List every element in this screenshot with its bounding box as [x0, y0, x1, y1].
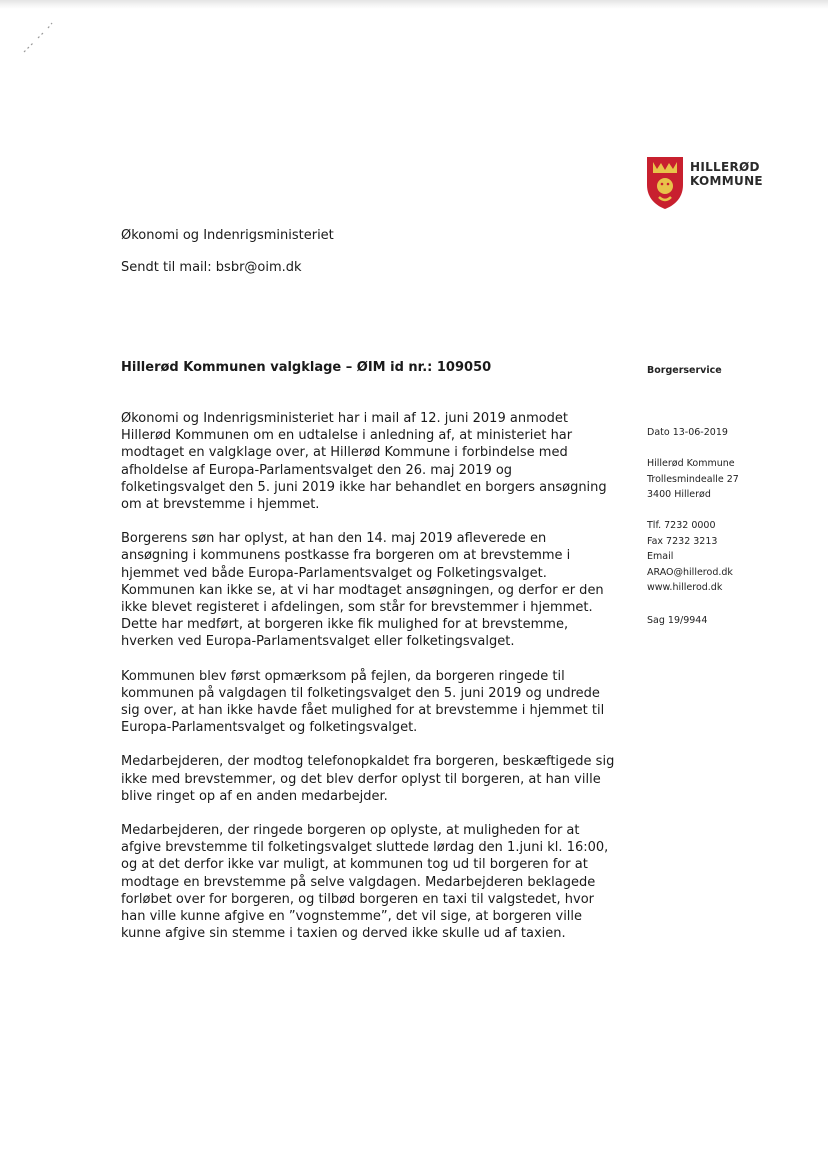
recipient-name: Økonomi og Indenrigsministeriet: [121, 228, 334, 243]
body-paragraph: Borgerens søn har oplyst, at han den 14. maj 2019 afleverede en ansøgning i kommunens postkasse fra borgeren om at brevstemme i hjemmet ved både Europa-Parlamentsvalget og Folketingsvalget. Kommunen kan ikke se, at vi har modtaget ansøgningen, og derfor er den ikke blevet registeret i afdelingen, som står for brevstemmer i hjemmet. Dette har medført, at borgeren ikke fik mulighed for at brevstemme, hverken ved Europa-Parlamentsvalget eller folketingsvalget.: [121, 531, 604, 650]
sidebar-address: [647, 456, 739, 503]
sidebar-date: Dato 13-06-2019: [647, 427, 728, 438]
address-line: Trollesmindealle 27: [647, 473, 739, 485]
address-line: Hillerød Kommune: [647, 458, 735, 469]
address-line: 3400 Hillerød: [647, 489, 711, 501]
sidebar-contact: [647, 518, 733, 596]
scan-artifact-mark: [20, 18, 60, 58]
contact-email-label: Email: [647, 551, 674, 563]
scan-top-edge: [0, 0, 828, 9]
letter-subject: Hillerød Kommunen valgklage – ØIM id nr.: 109050: [121, 360, 492, 375]
contact-email-address: ARAO@hillerod.dk: [647, 566, 733, 578]
sidebar-department: Borgerservice: [647, 365, 722, 376]
letter-body: [121, 410, 616, 959]
body-paragraph: Økonomi og Indenrigsministeriet har i mail af 12. juni 2019 anmodet Hillerød Kommunen om en udtalelse i anledning af, at ministeriet har modtaget en valgklage over, at Hillerød Kommune i forbindelse med afholdelse af Europa-Parlamentsvalget den 26. maj 2019 og folketingsvalget den 5. juni 2019 ikke har behandlet en borgers ansøgning om at brevstemme i hjemmet.: [121, 411, 607, 513]
recipient-email: Sendt til mail: bsbr@oim.dk: [121, 260, 302, 275]
contact-fax: Fax 7232 3213: [647, 535, 718, 547]
logo-line-2: KOMMUNE: [690, 174, 763, 188]
body-paragraph: Medarbejderen, der ringede borgeren op oplyste, at muligheden for at afgive brevstemme til folketingsvalget sluttede lørdag den 1.juni kl. 16:00, og at det derfor ikke var muligt, at kommunen tog ud til borgeren for at modtage en brevstemme på selve valgdagen. Medarbejderen beklagede forløbet over for borgeren, og tilbød borgeren en taxi til valgstedet, hvor han ville kunne afgive en ”vognstemme”, det vil sige, at borgeren ville kunne afgive sin stemme i taxien og derved ikke skulle ud af taxien.: [121, 823, 609, 942]
contact-website: www.hillerod.dk: [647, 582, 723, 594]
body-paragraph: Medarbejderen, der modtog telefonopkaldet fra borgeren, beskæftigede sig ikke med brevstemmer, og det blev derfor oplyst til borgeren, at han ville blive ringet op af en anden medarbejder.: [121, 754, 615, 804]
sidebar-case-number: Sag 19/9944: [647, 615, 708, 626]
body-paragraph: Kommunen blev først opmærksom på fejlen, da borgeren ringede til kommunen på valgdagen til folketingsvalget den 5. juni 2019 og undrede sig over, at han ikke havde fået mulighed for at brevstemme i hjemmet til Europa-Parlamentsvalget og folketingsvalget.: [121, 668, 605, 736]
logo-wordmark: [690, 160, 763, 188]
hillerod-kommune-logo: [645, 155, 785, 215]
contact-phone: Tlf. 7232 0000: [647, 520, 716, 531]
shield-crest-icon: [645, 155, 685, 211]
logo-line-1: HILLERØD: [690, 160, 760, 174]
